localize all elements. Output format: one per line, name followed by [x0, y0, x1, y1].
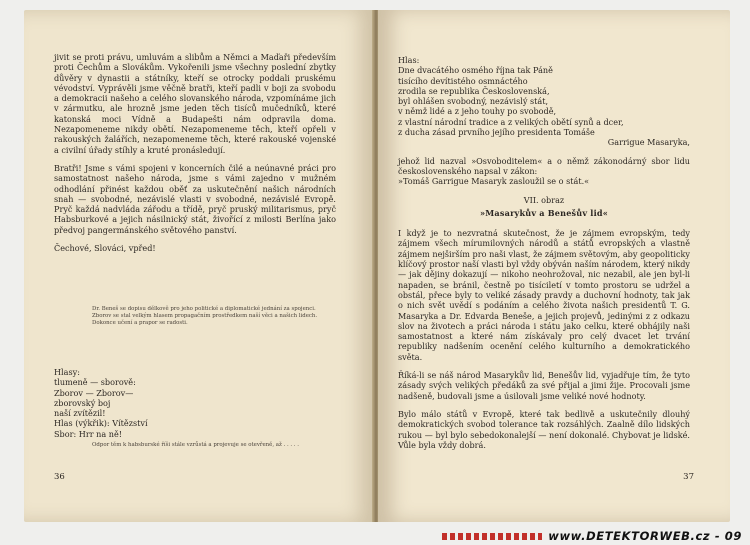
verse-line: v němž lidé a z jeho touhy po svobodě,: [398, 106, 557, 117]
verse-line: zrodila se republika Československá,: [398, 85, 550, 96]
right-paragraph-3: Bylo málo států v Evropě, které tak bedlivě a uskutečnily dlouhý demokratických svobod tolerance tak rozsáhlých. Zaalně dílo lidských rukou — byl bylo sebedokonalejší — není dokonalé. Chybovat je lidské. Vůle byla vždy dobrá.: [398, 408, 690, 450]
page-number-right: 37: [683, 472, 694, 482]
footnote-habsburg: Odpor těm k habsburské říši stále vzrůstá a projevuje se otevřeně, až . . . . .: [92, 442, 299, 448]
voices-line: tlumeně — sborově:: [54, 377, 136, 388]
verse-line: z vlastní národní tradice a z velikých obětí synů a dcer,: [398, 116, 624, 127]
voices-line: naší zvítězil!: [54, 408, 106, 419]
watermark-dash-decoration: [442, 533, 542, 540]
left-paragraph-1: jivit se proti právu, umluvám a slibům a Němci a Maďaři především proti Čechům a Slovákům. Vykořenili jsme všechny poslední zbytky důvěry v dynastii a státníky, kteří se otrocky poddali pruskému vévodství. Vyprávěli jsme věčně bratři, kteří padli v boji za svobodu a demokracii našeho a celého slovanského národa, vzpomínáme jich v zármutku, ale hrozně jsme jeden těch tisíců mučedníků, které katonská moci Vídně a Budapešti nám odpravila doma. Nezapomeneme nikdy obětí. Nezapomeneme těch, kteří opřeli v rakouských žalářích, nezapomeneme těch, které rakouské vojenské a civilní úřady stíhly a kruté pronásledují.: [54, 52, 336, 155]
right-paragraph-2: Říká-li se náš národ Masarykův lid, Benešův lid, vyjadřuje tím, že tyto zásady svých velikých předáků za své přijal a jimi žije. Procovali jsme nadšeně, budovali jsme a úsilovali jsme veliké nové hodnoty.: [398, 370, 690, 401]
voices-line: Hlasy:: [54, 367, 80, 377]
watermark: [442, 529, 742, 543]
verse-line: Hlas:: [398, 55, 420, 65]
voices-line: zborovský boj: [54, 397, 111, 408]
footnote-benes: Dr. Beneš se dopisu dělkově pro jeho politické a diplomatické jednání za spojenci. Zborov se stal velkým hlasem propagačním prostředkem naší věci a našich lidech. Dokonce učení a prapor se radosti.: [92, 306, 318, 326]
voices-block: [54, 367, 148, 439]
watermark-text: www.DETEKTORWEB.cz - 09: [548, 529, 742, 543]
right-page: [378, 10, 730, 522]
left-page-text: [54, 52, 336, 263]
right-paragraph-law: jehož lid nazval »Osvoboditelem« a o němž zákonodárný sbor lidu československého napsal v zákon:: [398, 155, 690, 176]
voices-line: Sbor: Hrr na ně!: [54, 428, 123, 439]
verse-line: Garrigue Masaryka,: [607, 137, 690, 148]
page-number-left: 36: [54, 472, 65, 482]
chapter-title: »Masarykův a Benešův lid«: [480, 207, 608, 218]
left-paragraph-3: Čechové, Slováci, vpřed!: [54, 243, 156, 254]
verse-line: Dne dvacátého osmého října tak Páně: [398, 65, 553, 76]
right-quote: »Tomáš Garrigue Masaryk zasloužil se o stát.«: [398, 176, 590, 187]
right-verse-block: [398, 55, 690, 148]
verse-line: tisícího devítistého osmnáctého: [398, 75, 528, 86]
verse-line: byl ohlášen svobodný, nezávislý stát,: [398, 96, 549, 107]
right-page-text: [398, 55, 690, 458]
left-page: [24, 10, 374, 522]
chapter-label: VII. obraz: [523, 194, 565, 205]
voices-line: Hlas (výkřik): Vítězství: [54, 418, 148, 429]
verse-line: z ducha zásad prvního jejího presidenta Tomáše: [398, 127, 595, 138]
left-paragraph-2: Bratři! Jsme s vámi spojeni v koncerních čilé a neúnavné práci pro samostatnost našeho národa, jsme s vámi zajedno v mužném odhodlání přinést každou oběť za uskutečnění našich národních snah — svobodné, nezávislé vlasti v svobodné, nezávislé Evropě. Pryč každá nadvláda zářodu a třídě, pryč pruský militarismus, pryč Habsburkové a jejich násilnický stát, živořící z milosti Berlína jako předvoj pangermánského světového panství.: [54, 162, 336, 235]
voices-line: Zborov — Zborov—: [54, 387, 134, 398]
right-paragraph-1: I když je to nezvratná skutečnost, že je zájmem evropským, tedy zájmem všech mírumilovných národů a států evropských a vlastně zájmem nejširším pro naši vlast, že zájmem světovým, aby geopoliticky klíčový prostor naší vlasti byl vždy obýván naším národem, který nikdy — jak dějiny dokazují — nikoho neohrožoval, nic nezabil, ale jen byl-li napaden, se bránil, čestně po tisíciletí v tomto prostoru se udržel a obstál, přece byly to veliké zásady pravdy a duchovní hodnoty, tak jak o nich svět uvědí s podáním a celého života našich presidentů T. G. Masaryka a Dr. Edvarda Beneše, a jejich projevů, jedinými z z odkazu slov na životech a práci národa i státu jako celku, které obhájily naši samostatnost a které nám získávaly pro celý dvacet let trvání republiky nadšením ocenění celého kulturního a demokratického světa.: [398, 228, 690, 362]
